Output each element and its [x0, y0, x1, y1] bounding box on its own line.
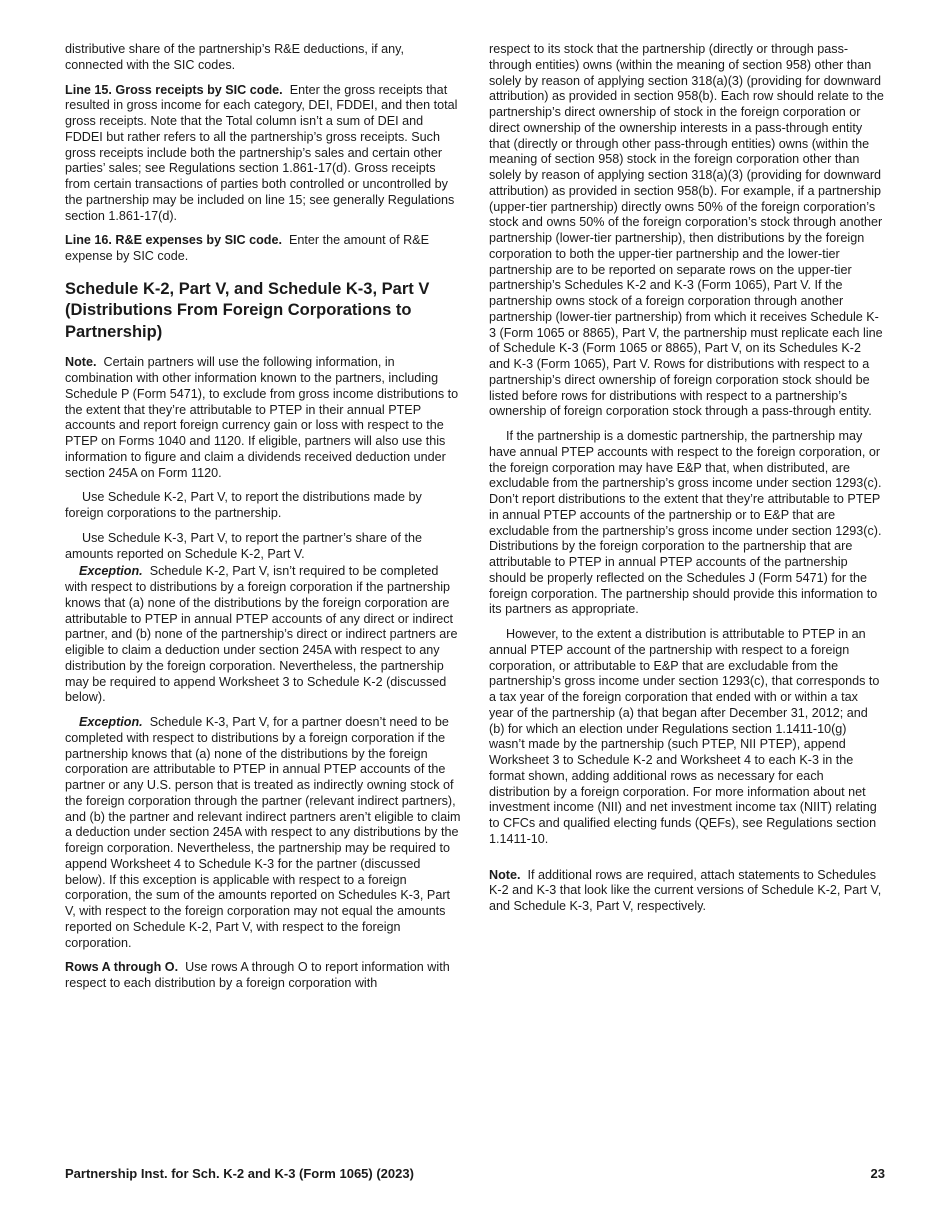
- line-15-heading: Line 15. Gross receipts by SIC code.: [65, 82, 283, 97]
- exception-text: Schedule K-3, Part V, for a partner doesn’t need to be completed with respect to distributions by a foreign corporation if the partnership knows that (a) none of the distributions by the foreign corporation are attributable to PTEP in annual PTEP accounts of the partner or any U.S. person that is treated as indirectly owning stock of the foreign corporation through the partner (relevant indirect partners), and (b) the partner and relevant indirect partners aren’t eligible to claim a deduction under section 245A with respect to any distributions by the foreign corporation. Nevertheless, the partnership may be required to append Worksheet 4 to Schedule K-3 for the partner (discussed below). If this exception is applicable with respect to a foreign corporation, the sum of the amounts reported on Schedules K-3, Part V, with respect to the foreign corporation may not equal the amounts reported on Schedule K-2, Part V, with respect to the foreign corporation.: [65, 715, 461, 950]
- exception-label: Exception.: [79, 564, 143, 579]
- paragraph-intro: distributive share of the partnership’s R&E deductions, if any, connected with the SIC codes.: [65, 42, 405, 72]
- paragraph-note-additional-rows: [489, 868, 885, 915]
- rows-text: Use rows A through O to report information with respect to each distribution by a foreign corporation with: [65, 960, 450, 990]
- exception-text: Schedule K-2, Part V, isn’t required to be completed with respect to distributions by a foreign corporation if the partnership knows that (a) none of the distributions by the foreign corporation are attributable to PTEP in annual PTEP accounts of any direct or indirect partner, and (b) none of the partnership’s direct or indirect partners are eligible to claim a deduction under section 245A with respect to any distribution by the foreign corporation. Nevertheless, the partnership may be required to append Worksheet 3 to Schedule K-2 (discussed below).: [65, 564, 458, 705]
- right-column: [489, 42, 885, 924]
- note-label: Note.: [65, 355, 97, 370]
- page-footer: [65, 1166, 885, 1181]
- paragraph-however: However, to the extent a distribution is attributable to PTEP in an annual PTEP account of the partnership with respect to a foreign corporation, or attributable to E&P that are excludable from the partnership’s gross income under section 1293(c), that corresponds to a tax year of the foreign corporation that ended with or within a tax year of the partnership (a) that began after December 31, 2012; and (b) for which an election under Regulations section 1.1411-10(g) wasn’t made by the partnership (such PTEP, NII PTEP), append Worksheet 3 to Schedule K-2 and Worksheet 4 to each K-3 in the format shown, adding additional rows as necessary for each distribution by a foreign corporation. For more information about net investment income (NII) and net investment income tax (NIIT) relating to CFCs and qualified electing funds (QEFs), see Regulations section 1.1411-10.: [489, 627, 880, 846]
- note-text: If additional rows are required, attach statements to Schedules K-2 and K-3 that look like the current versions of Schedule K-2, Part V, and Schedule K-3, Part V, respectively.: [489, 867, 882, 913]
- paragraph-exception-k2: [65, 564, 461, 706]
- exception-label: Exception.: [79, 715, 143, 729]
- paragraph-exception-k3: [65, 715, 461, 951]
- page-number: 23: [870, 1166, 885, 1181]
- paragraph-rows-a-through-o: [65, 960, 461, 992]
- section-heading: Schedule K-2, Part V, and Schedule K-3, Part V (Distributions From Foreign Corporations to Partnership): [65, 279, 430, 341]
- line-16-heading: Line 16. R&E expenses by SIC code.: [65, 233, 282, 248]
- rows-heading: Rows A through O.: [65, 960, 179, 975]
- paragraph-domestic-partnership: If the partnership is a domestic partnership, the partnership may have annual PTEP accounts with respect to the foreign corporation, or the foreign corporation may have E&P that, when distributed, are excludable from the partnership’s gross income under section 1293(c). Don’t report distributions to the extent that they’re attributable to PTEP in annual PTEP accounts of the partnership or to E&P that are excludable from the partnership’s gross income under section 1293(c). Distributions by the foreign corporation to the partnership that are attributable to PTEP in annual PTEP accounts of the partnership should be properly reflected on the Schedules J (Form 5471) for the foreign corporation. The partnership should provide this information to its partners as appropriate.: [489, 429, 882, 617]
- line-15-text: Enter the gross receipts that resulted in gross income for each category, DEI, FDDEI, and then total gross receipts. Note that the Total column isn’t a sum of DEI and FDDEI but rather refers to all the partnership’s gross receipts. Such gross receipts include both the partnership’s sales and certain other parties’ sales; see Regulations section 1.861-17(d). Gross receipts from certain transactions of parties both controlled or uncontrolled by the partnership may be included on line 15; see generally Regulations section 1.861-17(d).: [65, 82, 458, 223]
- line-16-text: Enter the amount of R&E expense by SIC code.: [65, 233, 429, 263]
- paragraph-use-k2: Use Schedule K-2, Part V, to report the distributions made by foreign corporations to the partnership.: [65, 490, 422, 520]
- paragraph-line-16: [65, 233, 461, 265]
- paragraph-continued: respect to its stock that the partnership (directly or through pass-through entities) owns (within the meaning of section 958) other than solely by reason of applying section 318(a)(3) (providing for downward attribution) as provided in section 958(b). Each row should relate to the partnership’s direct ownership of stock in the foreign corporation or direct ownership of the ownership interests in a pass-through entity that (directly or through other pass-through entities) owns (within the meaning of section 958) stock in the foreign corporation other than solely by reason of applying section 318(a)(3) (providing for downward attribution) as provided in section 958(b). For example, if a partnership (upper-tier partnership) directly owns 50% of the foreign corporation’s stock and owns 50% of the foreign corporation’s stock through another partnership (lower-tier partnership), then distributions by the foreign corporation to both the upper-tier partnership and the lower-tier partnership are to be reported on separate rows on the upper-tier partnership’s Schedules K-2 and K-3 (Form 1065), Part V. If the partnership owns stock of a foreign corporation through another partnership (lower-tier partnership) from which it receives Schedule K-3 (Form 1065 or 8865), Part V, the partnership must replicate each line of Schedule K-3 (Form 1065 or 8865), Part V, on its Schedules K-2 and K-3 (Form 1065), Part V. Rows for distributions with respect to a partnership’s direct ownership of foreign corporation stock should be listed before rows for distributions with respect to a partnership’s ownership of foreign corporation stock through a pass-through entity.: [489, 42, 884, 419]
- note-text: Certain partners will use the following information, in combination with other information known to the partners, including Schedule P (Form 5471), to exclude from gross income distributions to the extent that they’re attributable to PTEP in their annual PTEP accounts and report foreign currency gain or loss with respect to the PTEP on Forms 1040 and 1120. If eligible, partners will also use this information to figure and claim a dividends received deduction under section 245A on Form 1120.: [65, 355, 459, 480]
- note-label: Note.: [489, 867, 521, 882]
- paragraph-line-15: [65, 83, 461, 225]
- paragraph-note: [65, 355, 461, 481]
- paragraph-use-k3: Use Schedule K-3, Part V, to report the partner’s share of the amounts reported on Schedule K-2, Part V.: [65, 530, 422, 561]
- left-column: [65, 42, 461, 1001]
- footer-title: Partnership Inst. for Sch. K-2 and K-3 (Form 1065) (2023): [65, 1166, 414, 1181]
